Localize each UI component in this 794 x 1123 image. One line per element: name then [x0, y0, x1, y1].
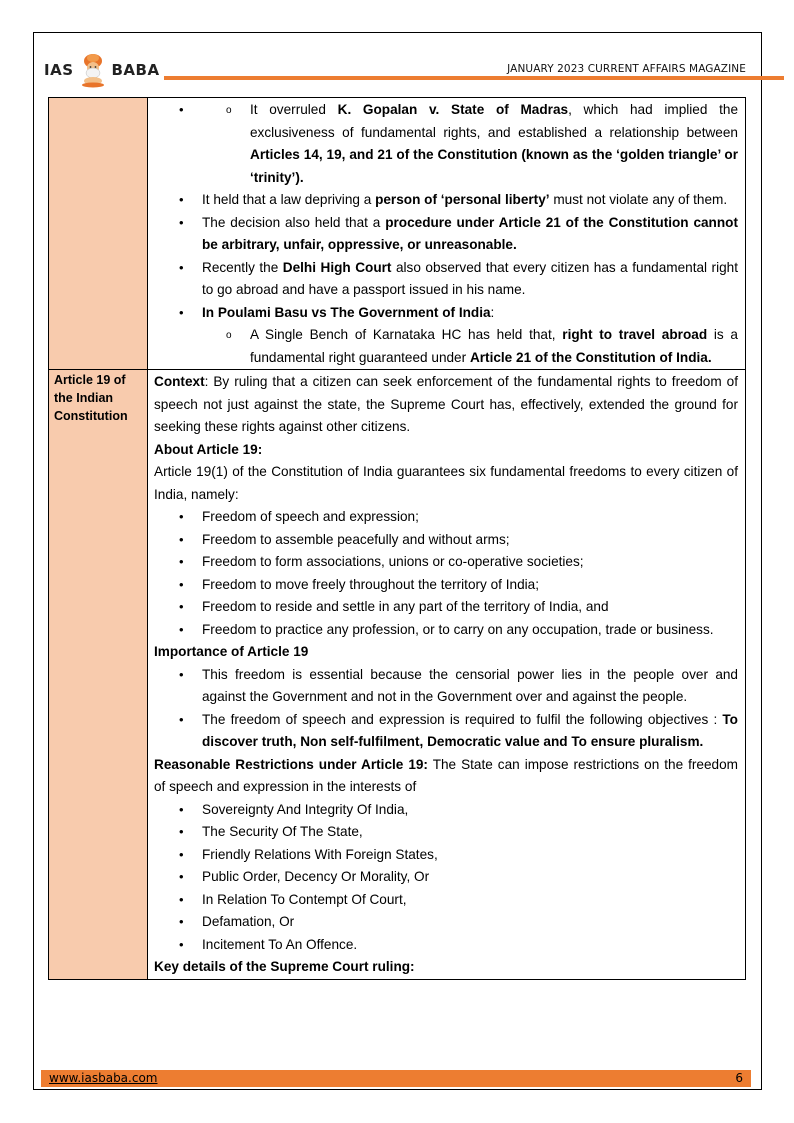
list-item: • Friendly Relations With Foreign States, [202, 844, 738, 867]
about-text: Article 19(1) of the Constitution of India guarantees six fundamental freedoms to every citizen of India, namely: [154, 464, 738, 502]
text: It held that a law depriving a [202, 192, 376, 207]
restrictions-heading: Reasonable Restrictions under Article 19: [154, 756, 428, 772]
restrictions-text: The State can impose restrictions on the freedom of speech and expression in the interests of [154, 756, 738, 794]
list-item: • The Security Of The State, [202, 821, 738, 844]
text: must not violate any of them. [549, 192, 728, 207]
list-item: • Incitement To An Offence. [202, 934, 738, 957]
website-link[interactable]: www.iasbaba.com [49, 1071, 158, 1085]
bold-text: To discover truth, Non self-fulfilment, Democratic value and To ensure pluralism. [202, 711, 738, 749]
list-item [202, 257, 738, 302]
about-heading: About Article 19: [154, 441, 263, 457]
magazine-title: JANUARY 2023 CURRENT AFFAIRS MAGAZINE [507, 63, 746, 75]
bold-text: In Poulami Basu vs The Government of India [202, 304, 491, 320]
bold-text: right to travel abroad [562, 327, 708, 342]
list-item: • Public Order, Decency Or Morality, Or [202, 866, 738, 889]
list-item: • Freedom to form associations, unions or co-operative societies; [202, 551, 738, 574]
list-item [202, 212, 738, 257]
list-item: • Sovereignty And Integrity Of India, [202, 799, 738, 822]
list-item: • Freedom of speech and expression; [202, 506, 738, 529]
page-header [44, 52, 764, 88]
importance-heading: Importance of Article 19 [154, 644, 309, 659]
importance-list [154, 664, 738, 754]
sub-list [202, 324, 738, 369]
list-item [202, 709, 738, 754]
text: A Single Bench of Karnataka HC has held that, [250, 327, 563, 342]
list-item: • Freedom to assemble peacefully and without arms; [202, 529, 738, 552]
text: : [490, 304, 495, 320]
baba-mascot-icon [76, 52, 110, 88]
bullet-list-judgement-points [154, 189, 738, 369]
bold-text: K. Gopalan v. State of Madras [337, 102, 569, 117]
table-row-article-19 [49, 370, 746, 980]
restrictions-list [154, 799, 738, 957]
list-item [202, 302, 738, 370]
context-label: Context [154, 374, 205, 389]
row-content-cell [148, 98, 746, 370]
text: The decision also held that a [202, 214, 386, 230]
row-label-article-19: Article 19 of the Indian Constitution [49, 370, 148, 980]
text: Recently the [202, 259, 283, 275]
text: is a fundamental right guaranteed under [250, 327, 738, 365]
page-number: 6 [735, 1071, 743, 1085]
list-item: • Freedom to move freely throughout the territory of India; [202, 574, 738, 597]
context-paragraph [154, 371, 738, 439]
bold-text: Articles 14, 19, and 21 of the Constitution (known as the ‘golden triangle’ or ‘trinity’). [250, 147, 738, 185]
sub-list-item [250, 324, 738, 369]
text: It overruled [250, 102, 338, 117]
list-item [202, 664, 738, 709]
list-item [202, 189, 738, 212]
logo-text-ias: IAS [44, 61, 74, 79]
row-label-cell [49, 98, 148, 370]
list-item: • Freedom to reside and settle in any part of the territory of India, and [202, 596, 738, 619]
text: The freedom of speech and expression is required to fulfil the following objectives : [202, 711, 723, 727]
freedoms-list [154, 506, 738, 641]
text: This freedom is essential because the censorial power lies in the people over and against the Government and not in the Government over and against the people. [202, 666, 738, 704]
text: also observed that every citizen has a fundamental right to go abroad and have a passport issued in his name. [202, 259, 738, 297]
list-item: • In Relation To Contempt Of Court, [202, 889, 738, 912]
bold-text: procedure under Article 21 of the Constitution cannot be arbitrary, unfair, oppressive, or unreasonable. [202, 214, 738, 252]
key-details-heading: Key details of the Supreme Court ruling: [154, 959, 415, 974]
context-text: : By ruling that a citizen can seek enforcement of the fundamental rights to freedom of speech not just against the state, the Supreme Court has, effectively, extended the ground for seeking these rights against other citizens. [154, 374, 738, 434]
content-table [48, 97, 746, 980]
iasbaba-logo [44, 52, 160, 88]
row-content-article-19 [148, 370, 746, 980]
page-footer [41, 1070, 751, 1087]
table-row-golden-triangle [49, 98, 746, 370]
sub-bullet-gopalan [250, 99, 738, 189]
list-item: • Defamation, Or [202, 911, 738, 934]
text: , which had implied the exclusiveness of fundamental rights, and established a relationship between [250, 102, 739, 140]
bold-text: Delhi High Court [282, 259, 392, 275]
list-item: • Freedom to practice any profession, or to carry on any occupation, trade or business. [202, 619, 738, 642]
bold-text: person of ‘personal liberty’ [375, 192, 550, 207]
logo-text-baba: BABA [111, 61, 160, 79]
bold-text: Article 21 of the Constitution of India. [469, 349, 712, 365]
header-accent-rule [164, 76, 784, 80]
restrictions-paragraph [154, 754, 738, 799]
